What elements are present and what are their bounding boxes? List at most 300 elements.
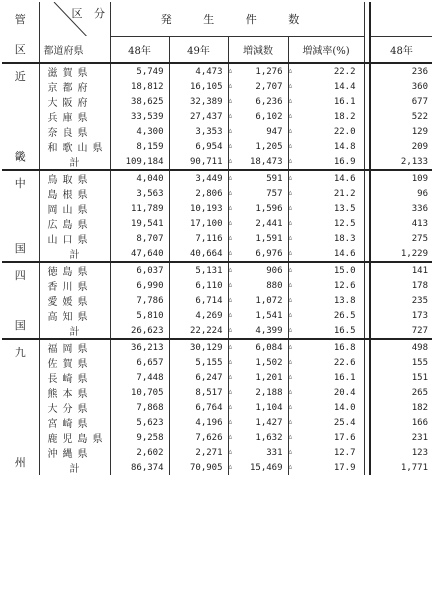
- rate-value-value: 14.4: [333, 81, 356, 92]
- change-value: [228, 460, 288, 475]
- value-48: 7,448: [136, 372, 164, 383]
- region-char-bottom: 州: [14, 456, 26, 469]
- rate-value-value: 17.6: [333, 432, 356, 443]
- rate-value-value: 26.5: [333, 310, 356, 321]
- total-label: 計: [39, 246, 110, 262]
- change-value-value: 1,201: [255, 372, 283, 383]
- value-49: 17,100: [169, 216, 228, 231]
- rate-value-value: 15.0: [333, 265, 356, 276]
- change-value-value: 1,104: [255, 402, 283, 413]
- decrease-triangle-icon: △: [228, 280, 233, 288]
- change-value-value: 6,976: [255, 248, 283, 259]
- col-right-48-header: 48年: [370, 36, 432, 63]
- table-body: [2, 63, 432, 475]
- change-value: [228, 124, 288, 139]
- change-value-value: 6,236: [255, 96, 283, 107]
- region-cell: [2, 339, 39, 475]
- change-value: [228, 355, 288, 370]
- table-row: [2, 109, 432, 124]
- value-49: 10,193: [169, 201, 228, 216]
- decrease-triangle-icon: △: [288, 233, 293, 241]
- rate-value: [288, 323, 364, 339]
- value-49: 3,449: [169, 170, 228, 186]
- table-row: [2, 370, 432, 385]
- change-value: [228, 262, 288, 278]
- change-value-value: 1,205: [255, 141, 283, 152]
- right-value-48: 2,133: [370, 154, 432, 170]
- prefecture-header-label: 都道府県: [43, 46, 84, 57]
- region-char-top: 九: [14, 346, 26, 359]
- rate-value: [288, 339, 364, 355]
- value-49: 6,764: [169, 400, 228, 415]
- value-48: 9,258: [136, 432, 164, 443]
- prefecture-name: 広島県: [39, 216, 110, 231]
- rate-value: [288, 124, 364, 139]
- total-label: 計: [39, 323, 110, 339]
- prefecture-name: 滋賀県: [39, 63, 110, 79]
- change-value: [228, 278, 288, 293]
- region-char-top: 近: [14, 70, 26, 83]
- decrease-triangle-icon: △: [228, 81, 233, 89]
- decrease-triangle-icon: △: [228, 387, 233, 395]
- rate-value-value: 14.8: [333, 141, 356, 152]
- change-value: [228, 293, 288, 308]
- region-header-bottom: [2, 36, 39, 63]
- value-49: 8,517: [169, 385, 228, 400]
- change-value: [228, 385, 288, 400]
- region-char-bottom: 畿: [14, 150, 26, 163]
- region-header-label-2: 区: [14, 43, 26, 56]
- prefecture-name: 島根県: [39, 186, 110, 201]
- value-48: 10,705: [130, 387, 164, 398]
- table-row: [2, 385, 432, 400]
- value-49: 40,664: [169, 246, 228, 262]
- decrease-triangle-icon: △: [288, 280, 293, 288]
- rate-value: [288, 355, 364, 370]
- table-row: [2, 94, 432, 109]
- change-value-value: 6,084: [255, 342, 283, 353]
- value-48: 3,563: [136, 188, 164, 199]
- change-value-value: 1,427: [255, 417, 283, 428]
- region-char-gap: [2, 84, 39, 149]
- table-row: [2, 293, 432, 308]
- change-value-value: 591: [266, 173, 283, 184]
- right-value-48: 155: [370, 355, 432, 370]
- right-value-48: 151: [370, 370, 432, 385]
- rate-value-value: 18.3: [333, 233, 356, 244]
- right-value-48: 498: [370, 339, 432, 355]
- change-value-value: 1,502: [255, 357, 283, 368]
- value-48: 33,539: [130, 111, 164, 122]
- table-row: [2, 445, 432, 460]
- change-value-value: 2,188: [255, 387, 283, 398]
- prefecture-name: 鳥取県: [39, 170, 110, 186]
- value-49: 22,224: [169, 323, 228, 339]
- decrease-triangle-icon: △: [228, 265, 233, 273]
- prefecture-name: 京都府: [39, 79, 110, 94]
- value-48: 4,040: [136, 173, 164, 184]
- rate-value: [288, 63, 364, 79]
- rate-value-value: 14.6: [333, 248, 356, 259]
- right-value-48: 141: [370, 262, 432, 278]
- decrease-triangle-icon: △: [228, 325, 233, 333]
- change-value: [228, 94, 288, 109]
- region-char-bottom: 国: [14, 319, 26, 332]
- change-value: [228, 246, 288, 262]
- rate-value-value: 17.9: [333, 462, 356, 473]
- value-48: 36,213: [130, 342, 164, 353]
- decrease-triangle-icon: △: [288, 111, 293, 119]
- change-value: [228, 109, 288, 124]
- table-row: [2, 63, 432, 79]
- prefecture-name: 和歌山県: [39, 139, 110, 154]
- decrease-triangle-icon: △: [228, 372, 233, 380]
- table-row: [2, 308, 432, 323]
- right-value-48: 178: [370, 278, 432, 293]
- right-value-48: 129: [370, 124, 432, 139]
- right-value-48: 236: [370, 63, 432, 79]
- change-value-value: 331: [266, 447, 283, 458]
- kubun-header: [39, 2, 110, 36]
- change-value-value: 880: [266, 280, 283, 291]
- decrease-triangle-icon: △: [288, 66, 293, 74]
- change-value-value: 1,541: [255, 310, 283, 321]
- change-value: [228, 63, 288, 79]
- change-value: [228, 170, 288, 186]
- decrease-triangle-icon: △: [228, 233, 233, 241]
- region-header-label-1: 管: [14, 13, 26, 26]
- change-value-value: 18,473: [249, 156, 283, 167]
- table-row: [2, 124, 432, 139]
- region-char-gap: [2, 360, 39, 455]
- rate-value: [288, 246, 364, 262]
- decrease-triangle-icon: △: [288, 218, 293, 226]
- rate-value-value: 16.5: [333, 325, 356, 336]
- rate-value-value: 12.6: [333, 280, 356, 291]
- decrease-triangle-icon: △: [288, 372, 293, 380]
- region-cell: [2, 262, 39, 339]
- change-value: [228, 415, 288, 430]
- change-value: [228, 339, 288, 355]
- rate-value: [288, 262, 364, 278]
- prefecture-name: 高知県: [39, 308, 110, 323]
- value-48: 6,657: [136, 357, 164, 368]
- rate-value: [288, 216, 364, 231]
- value-49: 5,131: [169, 262, 228, 278]
- change-value: [228, 323, 288, 339]
- table-row: [2, 170, 432, 186]
- col-change-header: 増減数: [228, 36, 288, 63]
- value-48: 4,300: [136, 126, 164, 137]
- decrease-triangle-icon: △: [228, 173, 233, 181]
- decrease-triangle-icon: △: [228, 111, 233, 119]
- table-row: [2, 415, 432, 430]
- rate-value: [288, 94, 364, 109]
- table-row: [2, 231, 432, 246]
- decrease-triangle-icon: △: [228, 447, 233, 455]
- right-value-48: 265: [370, 385, 432, 400]
- decrease-triangle-icon: △: [228, 156, 233, 164]
- region-char-top: 四: [14, 269, 26, 282]
- decrease-triangle-icon: △: [228, 462, 233, 470]
- rate-value-value: 18.2: [333, 111, 356, 122]
- rate-value: [288, 170, 364, 186]
- table-row: [2, 201, 432, 216]
- right-value-48: 109: [370, 170, 432, 186]
- rate-value-value: 22.6: [333, 357, 356, 368]
- decrease-triangle-icon: △: [288, 310, 293, 318]
- decrease-triangle-icon: △: [288, 173, 293, 181]
- rate-value: [288, 370, 364, 385]
- right-value-48: 173: [370, 308, 432, 323]
- prefecture-name: 長崎県: [39, 370, 110, 385]
- decrease-triangle-icon: △: [228, 342, 233, 350]
- rate-value-value: 12.5: [333, 218, 356, 229]
- change-value-value: 1,591: [255, 233, 283, 244]
- decrease-triangle-icon: △: [288, 265, 293, 273]
- rate-value: [288, 385, 364, 400]
- rate-value: [288, 139, 364, 154]
- total-row: [2, 246, 432, 262]
- prefecture-name: 大阪府: [39, 94, 110, 109]
- value-49: 30,129: [169, 339, 228, 355]
- region-char-top: 中: [14, 177, 26, 190]
- rate-value-value: 16.8: [333, 342, 356, 353]
- value-48: 2,602: [136, 447, 164, 458]
- rate-value: [288, 186, 364, 201]
- decrease-triangle-icon: △: [228, 295, 233, 303]
- kubun-label: 区 分: [71, 7, 109, 20]
- decrease-triangle-icon: △: [288, 387, 293, 395]
- decrease-triangle-icon: △: [228, 310, 233, 318]
- region-char-gap: [2, 283, 39, 318]
- region-char-bottom: 国: [14, 242, 26, 255]
- change-value-value: 2,441: [255, 218, 283, 229]
- decrease-triangle-icon: △: [288, 248, 293, 256]
- prefecture-name: 鹿児島県: [39, 430, 110, 445]
- value-48: 109,184: [110, 154, 169, 170]
- change-value-value: 1,632: [255, 432, 283, 443]
- decrease-triangle-icon: △: [288, 295, 293, 303]
- decrease-triangle-icon: △: [288, 96, 293, 104]
- change-value: [228, 79, 288, 94]
- right-value-48: 209: [370, 139, 432, 154]
- right-header-top: [370, 2, 432, 36]
- prefecture-name: 宮崎県: [39, 415, 110, 430]
- rate-value-value: 16.1: [333, 96, 356, 107]
- table-row: [2, 79, 432, 94]
- prefecture-name: 徳島県: [39, 262, 110, 278]
- decrease-triangle-icon: △: [288, 402, 293, 410]
- change-value-value: 6,102: [255, 111, 283, 122]
- decrease-triangle-icon: △: [288, 141, 293, 149]
- value-48: 11,789: [130, 203, 164, 214]
- decrease-triangle-icon: △: [228, 248, 233, 256]
- change-value: [228, 430, 288, 445]
- decrease-triangle-icon: △: [288, 203, 293, 211]
- value-48: 5,749: [136, 66, 164, 77]
- occurrence-group-header: 発 生 件 数: [110, 2, 364, 36]
- change-value-value: 4,399: [255, 325, 283, 336]
- rate-value: [288, 430, 364, 445]
- value-49: 4,473: [169, 63, 228, 79]
- decrease-triangle-icon: △: [228, 402, 233, 410]
- prefecture-name: 山口県: [39, 231, 110, 246]
- decrease-triangle-icon: △: [228, 417, 233, 425]
- table-row: [2, 186, 432, 201]
- value-49: 27,437: [169, 109, 228, 124]
- change-value: [228, 445, 288, 460]
- rate-value-value: 22.0: [333, 126, 356, 137]
- rate-value: [288, 278, 364, 293]
- rate-value-value: 20.4: [333, 387, 356, 398]
- decrease-triangle-icon: △: [228, 203, 233, 211]
- right-value-48: 235: [370, 293, 432, 308]
- value-49: 2,271: [169, 445, 228, 460]
- prefecture-name: 奈良県: [39, 124, 110, 139]
- change-value-value: 1,276: [255, 66, 283, 77]
- value-48: 38,625: [130, 96, 164, 107]
- decrease-triangle-icon: △: [288, 81, 293, 89]
- value-49: 3,353: [169, 124, 228, 139]
- change-value-value: 906: [266, 265, 283, 276]
- change-value: [228, 231, 288, 246]
- value-48: 19,541: [130, 218, 164, 229]
- prefecture-name: 佐賀県: [39, 355, 110, 370]
- col-48-header: 48年: [110, 36, 169, 63]
- rate-value-value: 25.4: [333, 417, 356, 428]
- value-49: 6,954: [169, 139, 228, 154]
- col-rate-header: 増減率(%): [288, 36, 364, 63]
- value-49: 6,714: [169, 293, 228, 308]
- change-value: [228, 216, 288, 231]
- value-49: 7,116: [169, 231, 228, 246]
- region-cell: [2, 63, 39, 170]
- decrease-triangle-icon: △: [228, 218, 233, 226]
- decrease-triangle-icon: △: [288, 432, 293, 440]
- prefecture-name: 大分県: [39, 400, 110, 415]
- change-value: [228, 139, 288, 154]
- value-48: 5,810: [136, 310, 164, 321]
- value-48: 18,812: [130, 81, 164, 92]
- region-cell: [2, 170, 39, 262]
- rate-value: [288, 293, 364, 308]
- right-value-48: 275: [370, 231, 432, 246]
- statistics-table: [2, 2, 432, 475]
- decrease-triangle-icon: △: [288, 357, 293, 365]
- table-row: [2, 339, 432, 355]
- decrease-triangle-icon: △: [228, 357, 233, 365]
- decrease-triangle-icon: △: [288, 126, 293, 134]
- value-48: 6,037: [136, 265, 164, 276]
- value-48: 8,707: [136, 233, 164, 244]
- change-value: [228, 186, 288, 201]
- change-value: [228, 201, 288, 216]
- decrease-triangle-icon: △: [228, 126, 233, 134]
- table-row: [2, 139, 432, 154]
- region-header-top: [2, 2, 39, 36]
- change-value: [228, 154, 288, 170]
- prefecture-name: 岡山県: [39, 201, 110, 216]
- decrease-triangle-icon: △: [288, 447, 293, 455]
- value-49: 70,905: [169, 460, 228, 475]
- table-row: [2, 355, 432, 370]
- rate-value: [288, 445, 364, 460]
- value-49: 16,105: [169, 79, 228, 94]
- right-value-48: 677: [370, 94, 432, 109]
- decrease-triangle-icon: △: [228, 66, 233, 74]
- total-label: 計: [39, 460, 110, 475]
- change-value: [228, 400, 288, 415]
- right-value-48: 182: [370, 400, 432, 415]
- rate-value: [288, 400, 364, 415]
- rate-value-value: 22.2: [333, 66, 356, 77]
- decrease-triangle-icon: △: [288, 156, 293, 164]
- decrease-triangle-icon: △: [288, 188, 293, 196]
- value-48: 8,159: [136, 141, 164, 152]
- total-row: [2, 323, 432, 339]
- table-row: [2, 262, 432, 278]
- col-49-header: 49年: [169, 36, 228, 63]
- prefecture-name: 沖縄県: [39, 445, 110, 460]
- rate-value: [288, 109, 364, 124]
- decrease-triangle-icon: △: [288, 417, 293, 425]
- right-value-48: 96: [370, 186, 432, 201]
- value-49: 6,247: [169, 370, 228, 385]
- right-value-48: 1,771: [370, 460, 432, 475]
- decrease-triangle-icon: △: [228, 188, 233, 196]
- change-value-value: 1,596: [255, 203, 283, 214]
- prefecture-name: 兵庫県: [39, 109, 110, 124]
- decrease-triangle-icon: △: [228, 432, 233, 440]
- value-48: 6,990: [136, 280, 164, 291]
- rate-value: [288, 415, 364, 430]
- rate-value-value: 13.5: [333, 203, 356, 214]
- table-row: [2, 430, 432, 445]
- value-49: 2,806: [169, 186, 228, 201]
- decrease-triangle-icon: △: [228, 141, 233, 149]
- change-value: [228, 308, 288, 323]
- change-value-value: 15,469: [249, 462, 283, 473]
- right-value-48: 231: [370, 430, 432, 445]
- value-48: 47,640: [110, 246, 169, 262]
- table-row: [2, 278, 432, 293]
- change-value: [228, 370, 288, 385]
- rate-value: [288, 201, 364, 216]
- right-value-48: 522: [370, 109, 432, 124]
- rate-value-value: 14.6: [333, 173, 356, 184]
- total-label: 計: [39, 154, 110, 170]
- value-48: 26,623: [110, 323, 169, 339]
- value-49: 32,389: [169, 94, 228, 109]
- value-48: 5,623: [136, 417, 164, 428]
- value-49: 6,110: [169, 278, 228, 293]
- prefecture-header: [39, 36, 110, 63]
- prefecture-name: 愛媛県: [39, 293, 110, 308]
- rate-value: [288, 154, 364, 170]
- value-49: 4,196: [169, 415, 228, 430]
- rate-value-value: 13.8: [333, 295, 356, 306]
- rate-value: [288, 308, 364, 323]
- rate-value-value: 16.9: [333, 156, 356, 167]
- right-value-48: 413: [370, 216, 432, 231]
- value-49: 5,155: [169, 355, 228, 370]
- rate-value-value: 16.1: [333, 372, 356, 383]
- rate-value: [288, 231, 364, 246]
- right-value-48: 1,229: [370, 246, 432, 262]
- value-48: 7,868: [136, 402, 164, 413]
- change-value-value: 1,072: [255, 295, 283, 306]
